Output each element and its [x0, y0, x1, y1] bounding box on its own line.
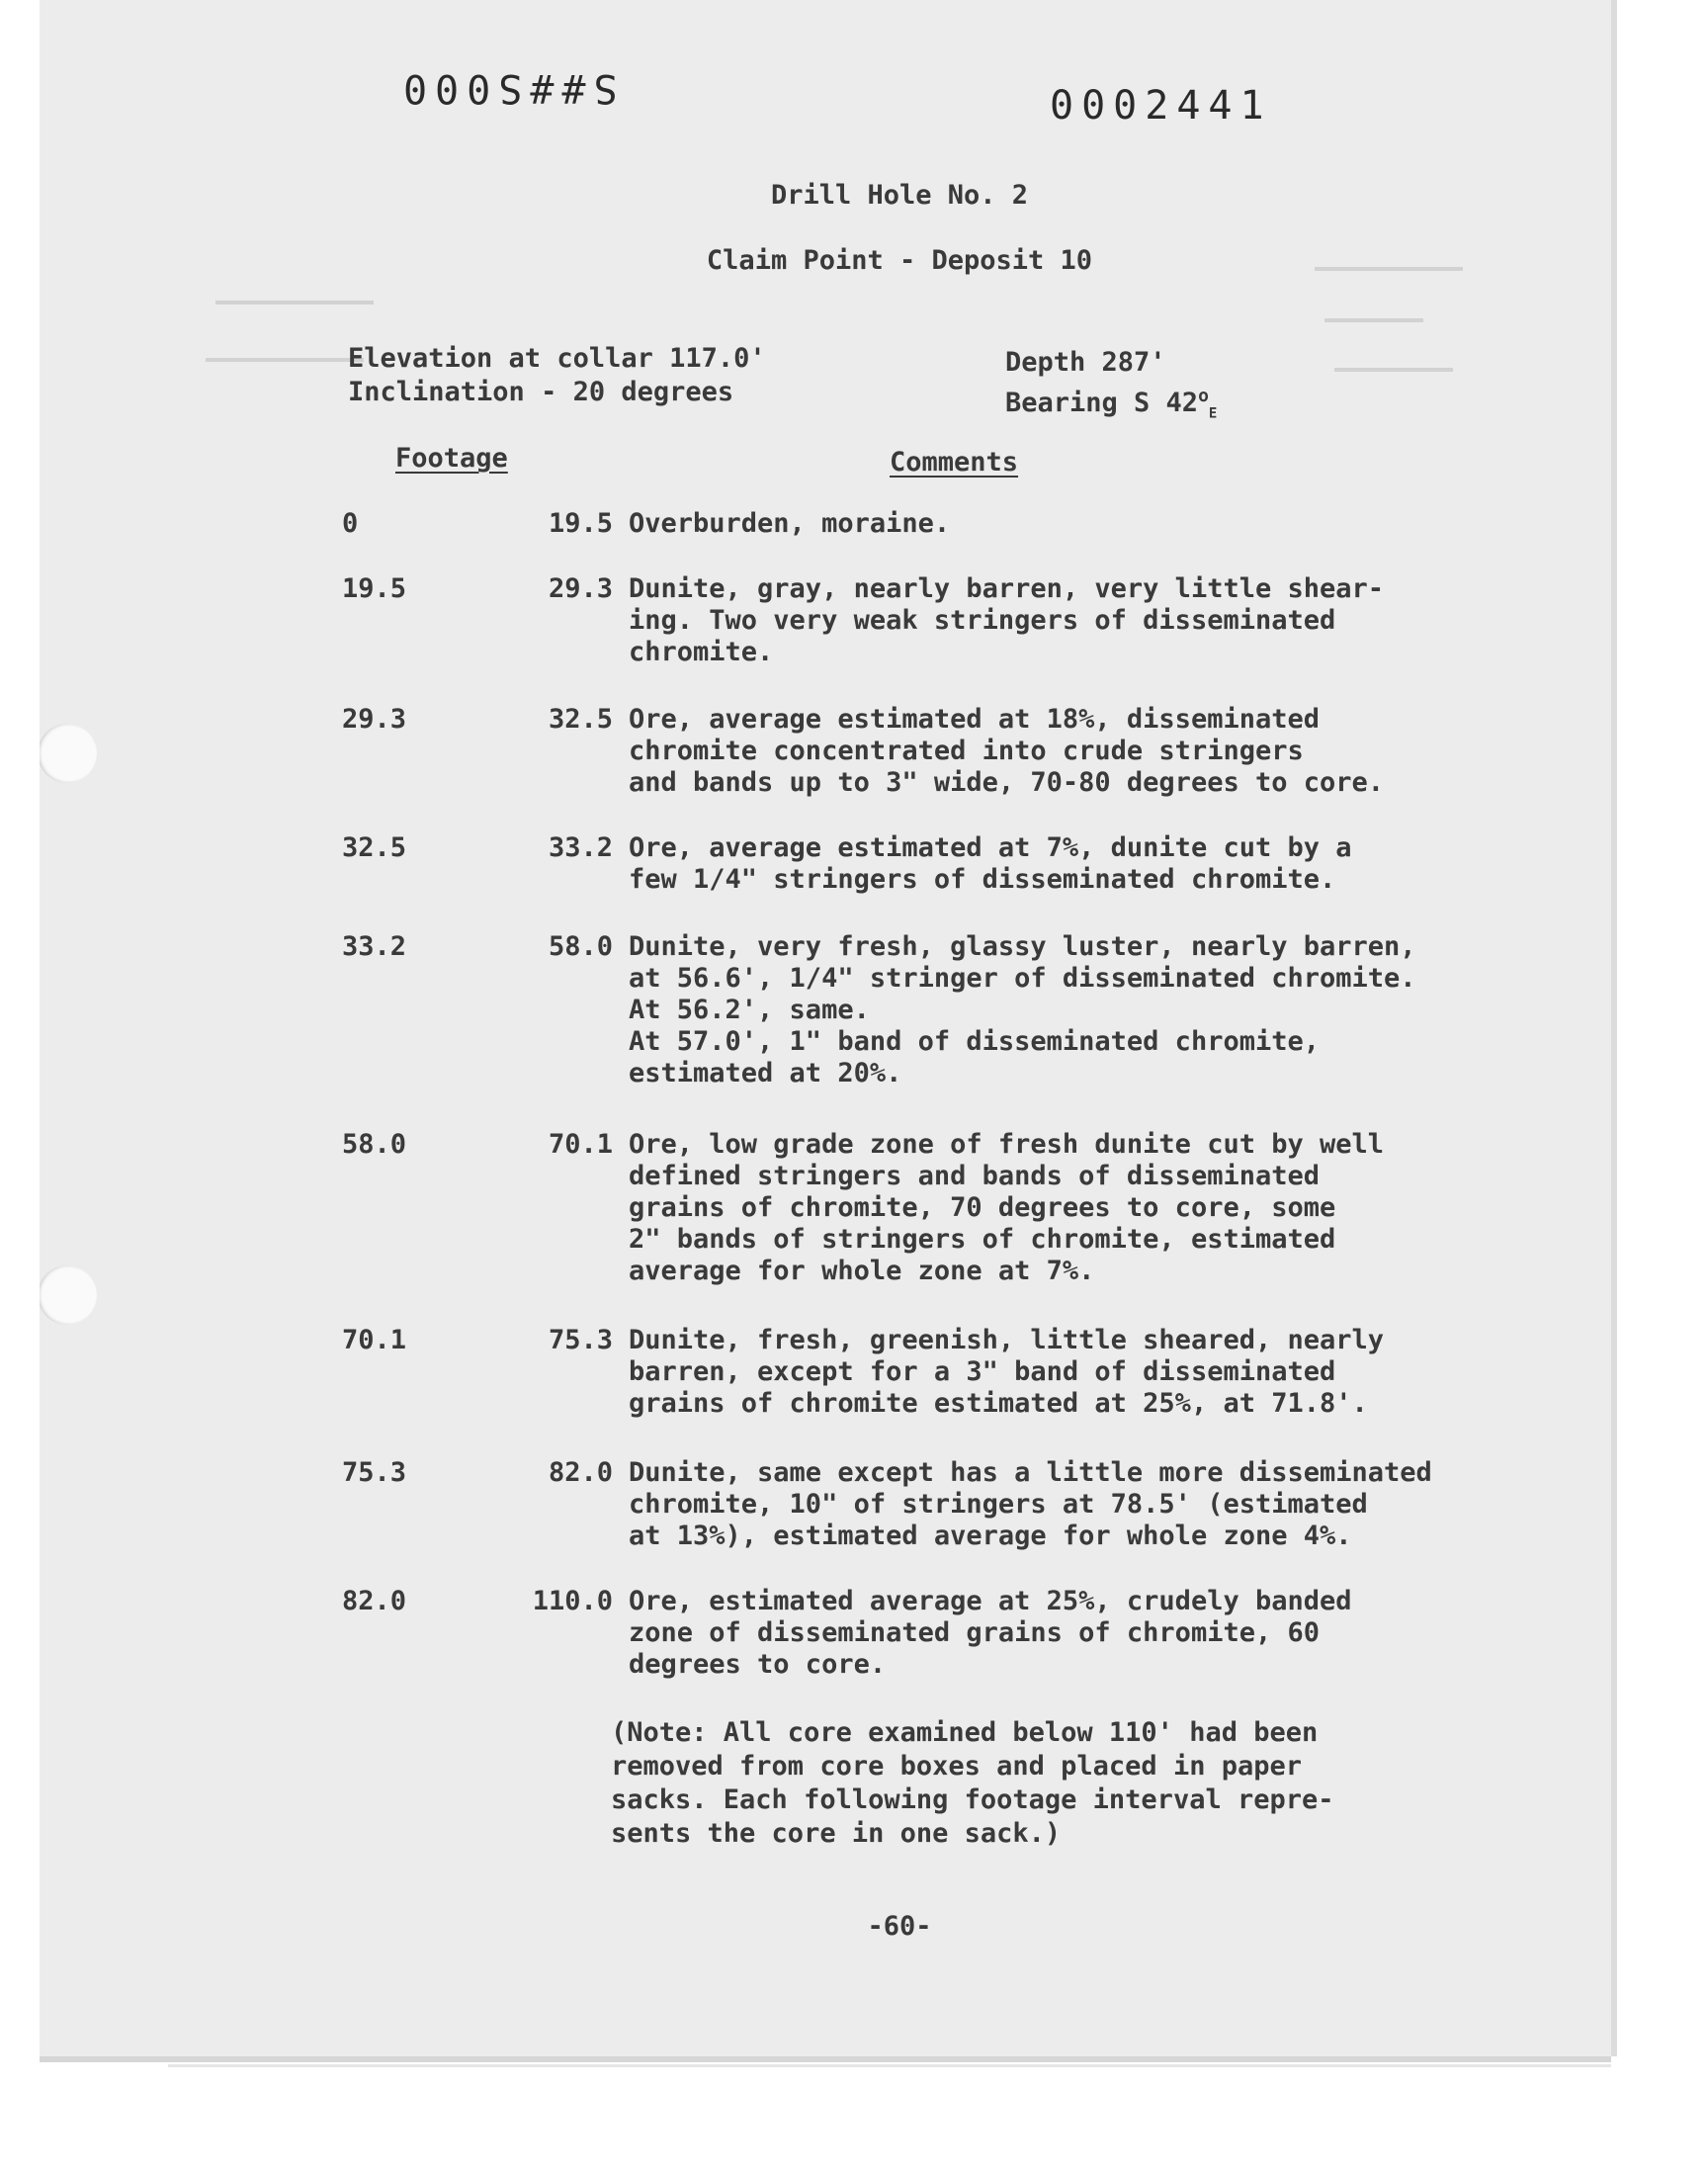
- footage-from: 32.5: [342, 832, 407, 863]
- scan-smudge: [215, 301, 374, 304]
- comments-column-header: Comments: [890, 447, 1019, 478]
- footage-from: 19.5: [342, 573, 407, 604]
- depth-text: Depth 287': [1005, 347, 1166, 378]
- footage-to: 29.3: [548, 573, 613, 604]
- inclination-text: Inclination - 20 degrees: [348, 377, 734, 407]
- footage-from: 75.3: [342, 1457, 407, 1488]
- footage-to: 82.0: [548, 1457, 613, 1488]
- row-comment: Ore, average estimated at 7%, dunite cut by a few 1/4" stringers of disseminated chromite.: [629, 832, 1352, 895]
- footage-to: 110.0: [532, 1586, 613, 1616]
- punch-hole: [40, 724, 97, 783]
- page-number: -60-: [867, 1911, 932, 1942]
- page-subtitle: Claim Point - Deposit 10: [706, 245, 1093, 276]
- footage-from: 0: [342, 508, 359, 539]
- scan-smudge: [1334, 368, 1453, 372]
- row-comment: Ore, average estimated at 18%, disseminated chromite concentrated into crude stringers and bands up to 3" wide, 70-80 degrees to core.: [629, 704, 1385, 798]
- bearing-value: Bearing S 42: [1005, 388, 1199, 418]
- collar-info: [348, 342, 766, 409]
- bearing-direction: E: [1208, 405, 1218, 422]
- row-comment: Ore, estimated average at 25%, crudely banded zone of disseminated grains of chromite, 60 degrees to core.: [629, 1586, 1352, 1680]
- scan-smudge: [206, 358, 364, 362]
- document-page: [40, 0, 1611, 2056]
- footage-to: 75.3: [548, 1325, 613, 1355]
- footage-to: 19.5: [548, 508, 613, 539]
- footage-from: 82.0: [342, 1586, 407, 1616]
- bearing-text: [1005, 380, 1217, 430]
- stamp-number-upside-down: S##S000: [395, 65, 618, 111]
- hole-info: [1005, 346, 1217, 430]
- footage-to: 70.1: [548, 1129, 613, 1160]
- row-comment: Dunite, very fresh, glassy luster, nearly barren, at 56.6', 1/4" stringer of disseminated chromite. At 56.2', same. At 57.0', 1" band of disseminated chromite, estimated at 20%.: [629, 931, 1416, 1088]
- footage-from: 33.2: [342, 931, 407, 962]
- footage-from: 29.3: [342, 704, 407, 735]
- page-title: Drill Hole No. 2: [770, 180, 1029, 211]
- row-comment: Dunite, gray, nearly barren, very little shear- ing. Two very weak stringers of disseminated chromite.: [629, 573, 1385, 667]
- scan-smudge: [1324, 318, 1423, 322]
- footage-column-header: Footage: [395, 443, 508, 474]
- footage-from: 58.0: [342, 1129, 407, 1160]
- punch-hole: [40, 1265, 97, 1325]
- footage-to: 58.0: [548, 931, 613, 962]
- elevation-text: Elevation at collar 117.0': [348, 343, 766, 374]
- row-comment: Dunite, same except has a little more disseminated chromite, 10" of stringers at 78.5' (estimated at 13%), estimated average for whole zone 4%.: [629, 1457, 1432, 1551]
- row-comment: Dunite, fresh, greenish, little sheared, nearly barren, except for a 3" band of disseminated grains of chromite estimated at 25%, at 71.8'.: [629, 1325, 1385, 1419]
- note-paragraph: (Note: All core examined below 110' had been removed from core boxes and placed in paper sacks. Each following footage interval repre- sents the core in one sack.): [611, 1717, 1334, 1849]
- scan-edge-line: [168, 2064, 1611, 2067]
- row-comment: Overburden, moraine.: [629, 508, 951, 539]
- footage-from: 70.1: [342, 1325, 407, 1355]
- stamp-number: 0002441: [1050, 83, 1272, 129]
- footage-to: 33.2: [548, 832, 613, 863]
- row-comment: Ore, low grade zone of fresh dunite cut by well defined stringers and bands of disseminated grains of chromite, 70 degrees to core, some 2" bands of stringers of chromite, estimated average for whole zone at 7%.: [629, 1129, 1385, 1286]
- footage-to: 32.5: [548, 704, 613, 735]
- degree-symbol: o: [1198, 386, 1209, 406]
